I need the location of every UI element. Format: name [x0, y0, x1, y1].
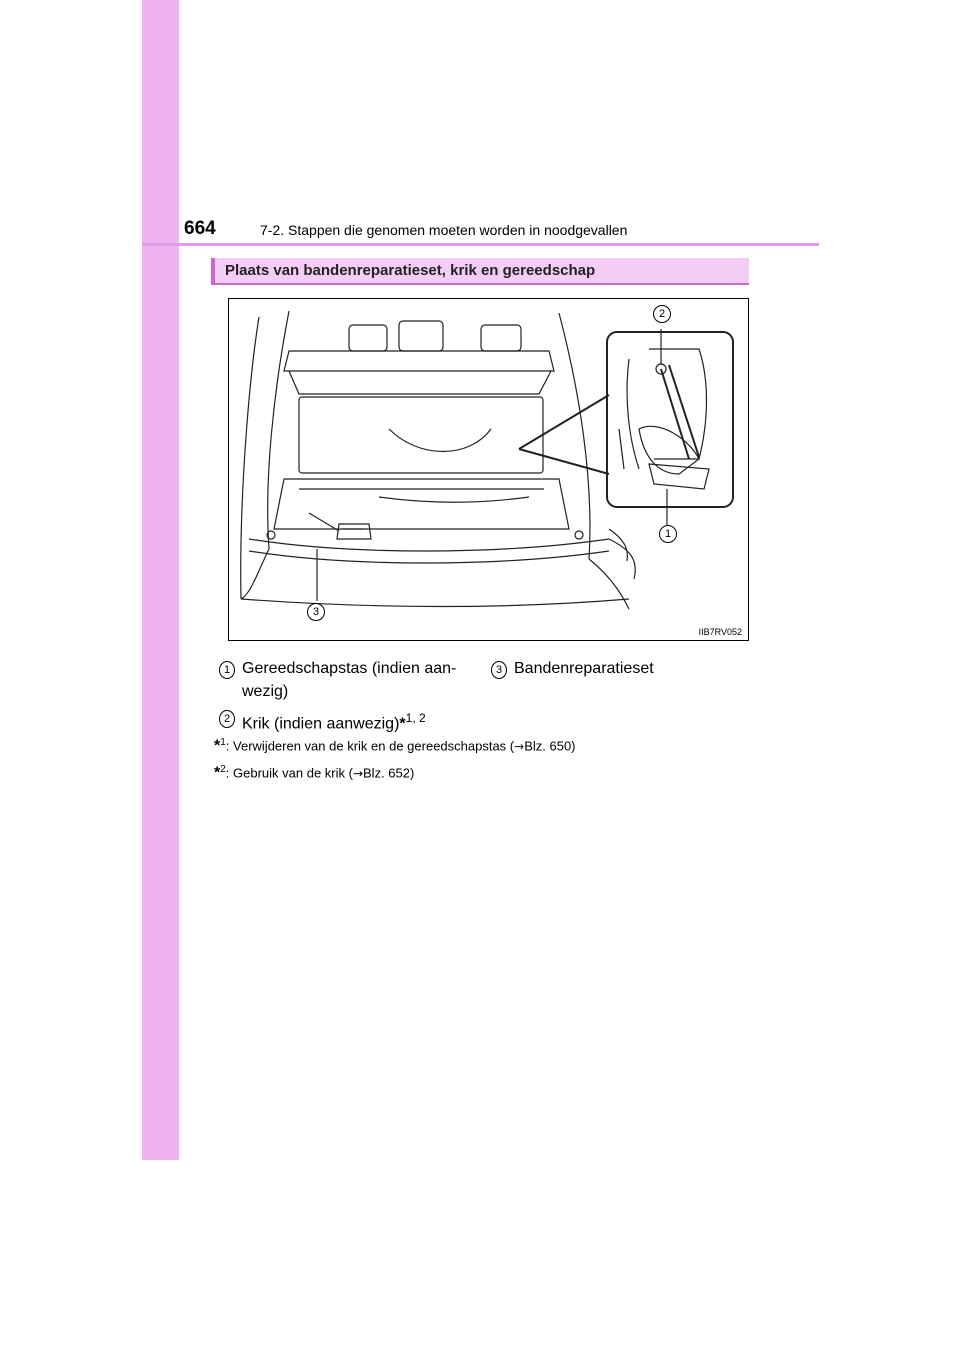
- footnote-2-ref: Blz. 652): [363, 765, 415, 781]
- legend-item-2-star: *: [399, 715, 406, 733]
- legend-item-2: [242, 707, 426, 735]
- trunk-illustration: [228, 298, 749, 641]
- figure-code: IIB7RV052: [698, 627, 742, 637]
- trunk-drawing: [229, 299, 748, 640]
- legend-number-1: 1: [219, 661, 235, 679]
- footnote-1-text: : Verwijderen van de krik en de gereedschapstas (: [225, 738, 515, 754]
- header-rule: [142, 243, 819, 246]
- legend-item-2-refs: 1, 2: [405, 711, 426, 725]
- footnote-2-num: 2: [220, 764, 226, 775]
- heading-text: Plaats van bandenreparatieset, krik en gereedschap: [225, 262, 596, 279]
- legend-item-1-line1: Gereedschapstas (indien aan-: [242, 660, 457, 677]
- heading-accent: [211, 258, 215, 283]
- legend-item-3: Bandenreparatieset: [514, 660, 654, 677]
- callout-1: 1: [659, 525, 677, 543]
- footnote-1: [214, 737, 576, 755]
- footnote-2: [214, 764, 414, 782]
- legend-item-1-line2: wezig): [242, 683, 289, 700]
- footnote-1-num: 1: [220, 737, 226, 748]
- section-title: 7-2. Stappen die genomen moeten worden in noodgevallen: [260, 222, 628, 238]
- footnote-1-star: *: [214, 737, 221, 755]
- side-band: [142, 0, 179, 1160]
- legend-item-2-text: Krik (indien aanwezig): [242, 715, 400, 733]
- callout-2: 2: [653, 305, 671, 323]
- callout-3: 3: [307, 603, 325, 621]
- heading-box: [211, 258, 749, 285]
- footnote-2-text: : Gebruik van de krik (: [225, 765, 353, 781]
- page-number: 664: [184, 218, 216, 239]
- footnote-1-ref: Blz. 650): [524, 738, 576, 754]
- footnote-2-arrow: →: [352, 766, 364, 781]
- footnote-1-arrow: →: [514, 739, 525, 754]
- legend-number-3: 3: [491, 661, 507, 679]
- footnote-2-star: *: [214, 764, 221, 782]
- legend-number-2: 2: [219, 710, 235, 728]
